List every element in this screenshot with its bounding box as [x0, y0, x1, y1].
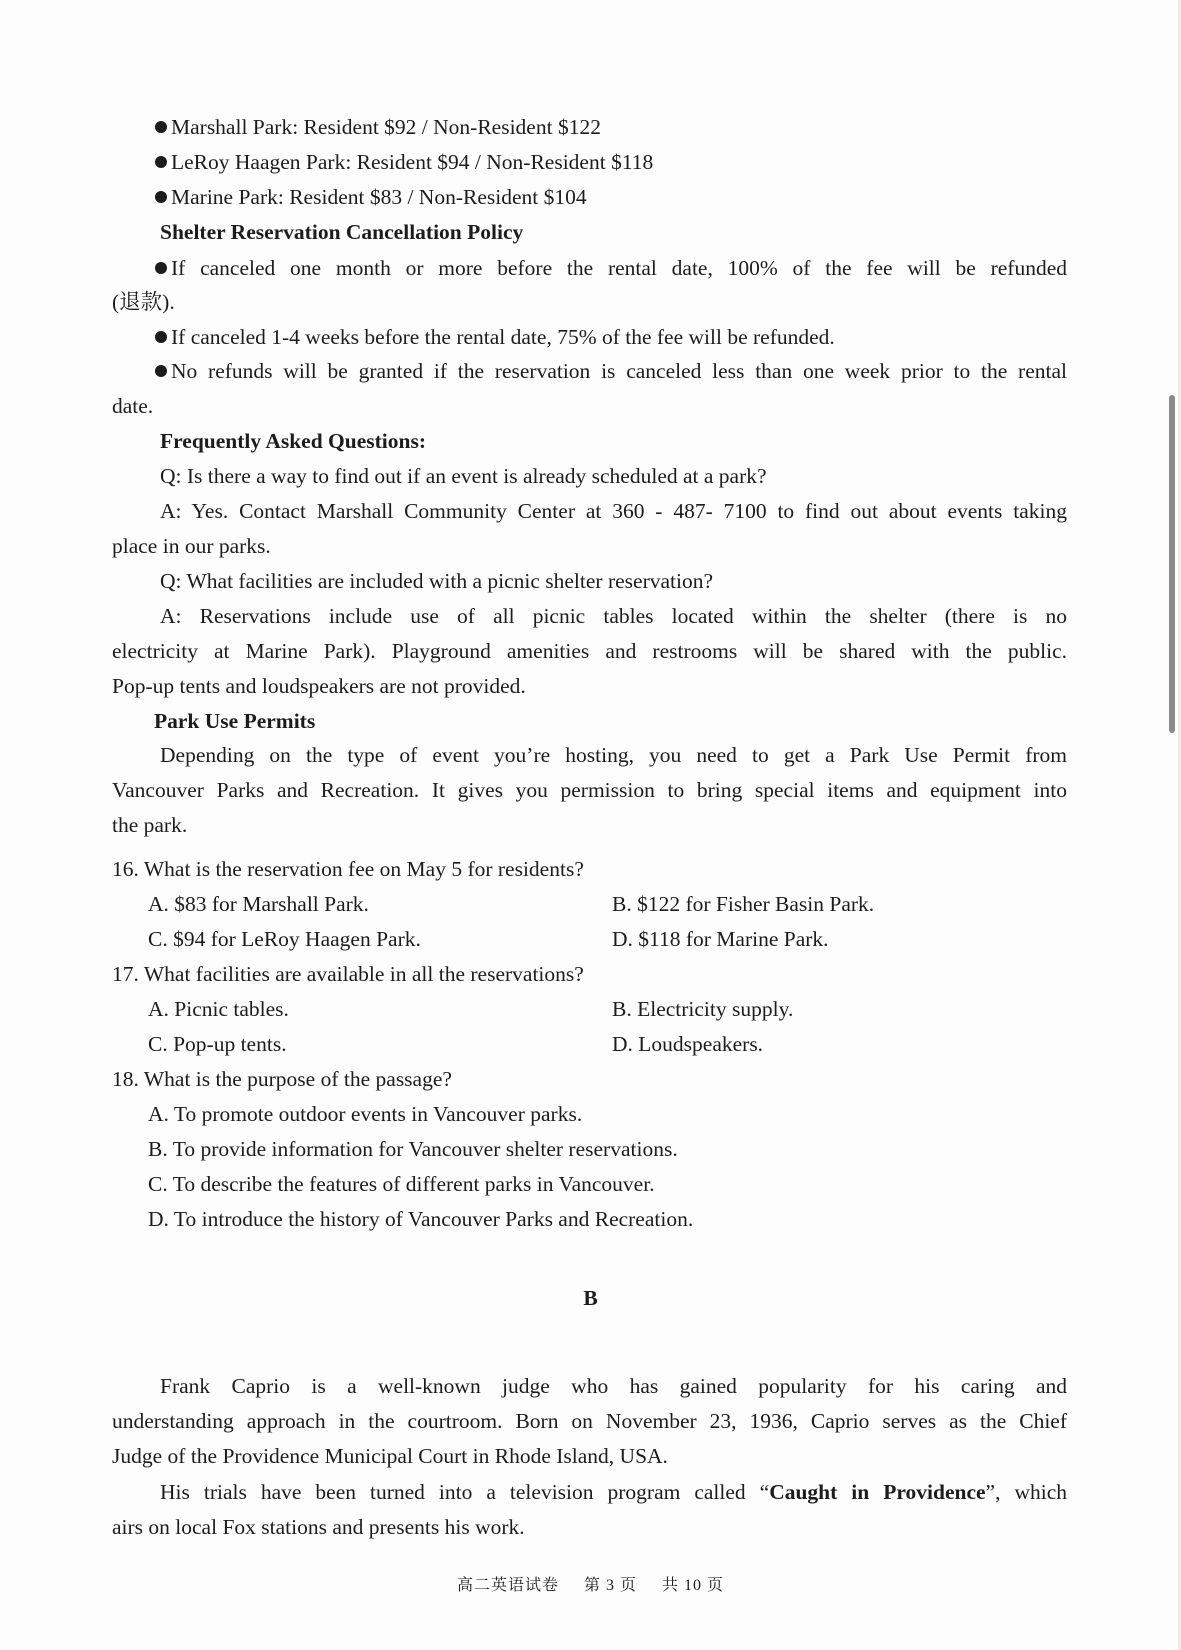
cancellation-heading: Shelter Reservation Cancellation Policy [160, 220, 524, 244]
cancellation-item-cont: (退款). [112, 290, 175, 314]
question-17-option-b: B. Electricity supply. [612, 997, 794, 1021]
footer-page-number: 第 3 页 [583, 1577, 637, 1594]
faq-question: Q: Is there a way to find out if an event is already scheduled at a park? [160, 464, 767, 488]
faq-answer: A: Yes. Contact Marshall Community Center at 360 - 487- 7100 to find out about events taking [160, 499, 1067, 523]
passage-b-text: airs on local Fox stations and presents his work. [112, 1515, 525, 1539]
cancellation-item: If canceled 1-4 weeks before the rental date, 75% of the fee will be refunded. [155, 323, 835, 351]
question-18-option-a: A. To promote outdoor events in Vancouver parks. [148, 1102, 583, 1126]
question-18-stem: 18. What is the purpose of the passage? [112, 1067, 452, 1091]
permit-text: the park. [112, 813, 188, 837]
faq-answer-cont: place in our parks. [112, 534, 271, 558]
question-17-stem: 17. What facilities are available in all the reservations? [112, 962, 584, 986]
passage-b-text: understanding approach in the courtroom. Born on November 23, 1936, Caprio serves as the Chief [112, 1409, 1067, 1433]
question-16-option-b: B. $122 for Fisher Basin Park. [612, 892, 875, 916]
permit-text: Vancouver Parks and Recreation. It gives you permission to bring special items and equipment into [112, 778, 1067, 802]
question-17-option-d: D. Loudspeakers. [612, 1032, 764, 1056]
bullet-icon [155, 121, 167, 133]
bullet-icon [155, 331, 167, 343]
faq-question: Q: What facilities are included with a picnic shelter reservation? [160, 569, 714, 593]
question-16-option-c: C. $94 for LeRoy Haagen Park. [148, 927, 421, 951]
question-16-option-a: A. $83 for Marshall Park. [148, 892, 369, 916]
bullet-icon [155, 365, 167, 377]
cancellation-item-cont: date. [112, 394, 154, 418]
faq-answer: A: Reservations include use of all picnic tables located within the shelter (there is no [160, 604, 1067, 628]
cancellation-item: No refunds will be granted if the reservation is canceled less than one week prior to the rental [155, 357, 1067, 385]
tv-program-title: Caught in Providence [769, 1480, 986, 1504]
footer-total-pages: 共 10 页 [662, 1577, 725, 1594]
faq-heading: Frequently Asked Questions: [160, 429, 426, 453]
passage-b-text: His trials have been turned into a television program called “Caught in Providence”, which [160, 1480, 1067, 1504]
bullet-icon [155, 262, 167, 274]
page-footer [0, 1572, 1181, 1595]
section-b-heading: B [583, 1286, 598, 1310]
bullet-icon [155, 156, 167, 168]
question-18-option-d: D. To introduce the history of Vancouver Parks and Recreation. [148, 1207, 694, 1231]
cancellation-item: If canceled one month or more before the rental date, 100% of the fee will be refunded [155, 254, 1067, 282]
fee-item: Marine Park: Resident $83 / Non-Resident $104 [155, 183, 587, 211]
bullet-icon [155, 191, 167, 203]
question-17-option-c: C. Pop-up tents. [148, 1032, 287, 1056]
passage-b-text: Frank Caprio is a well-known judge who has gained popularity for his caring and [160, 1374, 1067, 1398]
faq-answer-cont: Pop-up tents and loudspeakers are not provided. [112, 674, 526, 698]
question-16-stem: 16. What is the reservation fee on May 5 for residents? [112, 857, 584, 881]
permit-text: Depending on the type of event you’re hosting, you need to get a Park Use Permit from [160, 743, 1067, 767]
fee-item: LeRoy Haagen Park: Resident $94 / Non-Resident $118 [155, 148, 653, 176]
passage-b-text: Judge of the Providence Municipal Court in Rhode Island, USA. [112, 1444, 668, 1468]
permit-heading: Park Use Permits [154, 709, 316, 733]
scrollbar-thumb[interactable] [1169, 395, 1175, 733]
question-17-option-a: A. Picnic tables. [148, 997, 289, 1021]
fee-item: Marshall Park: Resident $92 / Non-Resident $122 [155, 113, 601, 141]
question-18-option-c: C. To describe the features of different parks in Vancouver. [148, 1172, 655, 1196]
footer-subject: 高二英语试卷 [456, 1577, 559, 1594]
question-18-option-b: B. To provide information for Vancouver shelter reservations. [148, 1137, 678, 1161]
question-16-option-d: D. $118 for Marine Park. [612, 927, 829, 951]
faq-answer-cont: electricity at Marine Park). Playground amenities and restrooms will be shared with the public. [112, 639, 1067, 663]
